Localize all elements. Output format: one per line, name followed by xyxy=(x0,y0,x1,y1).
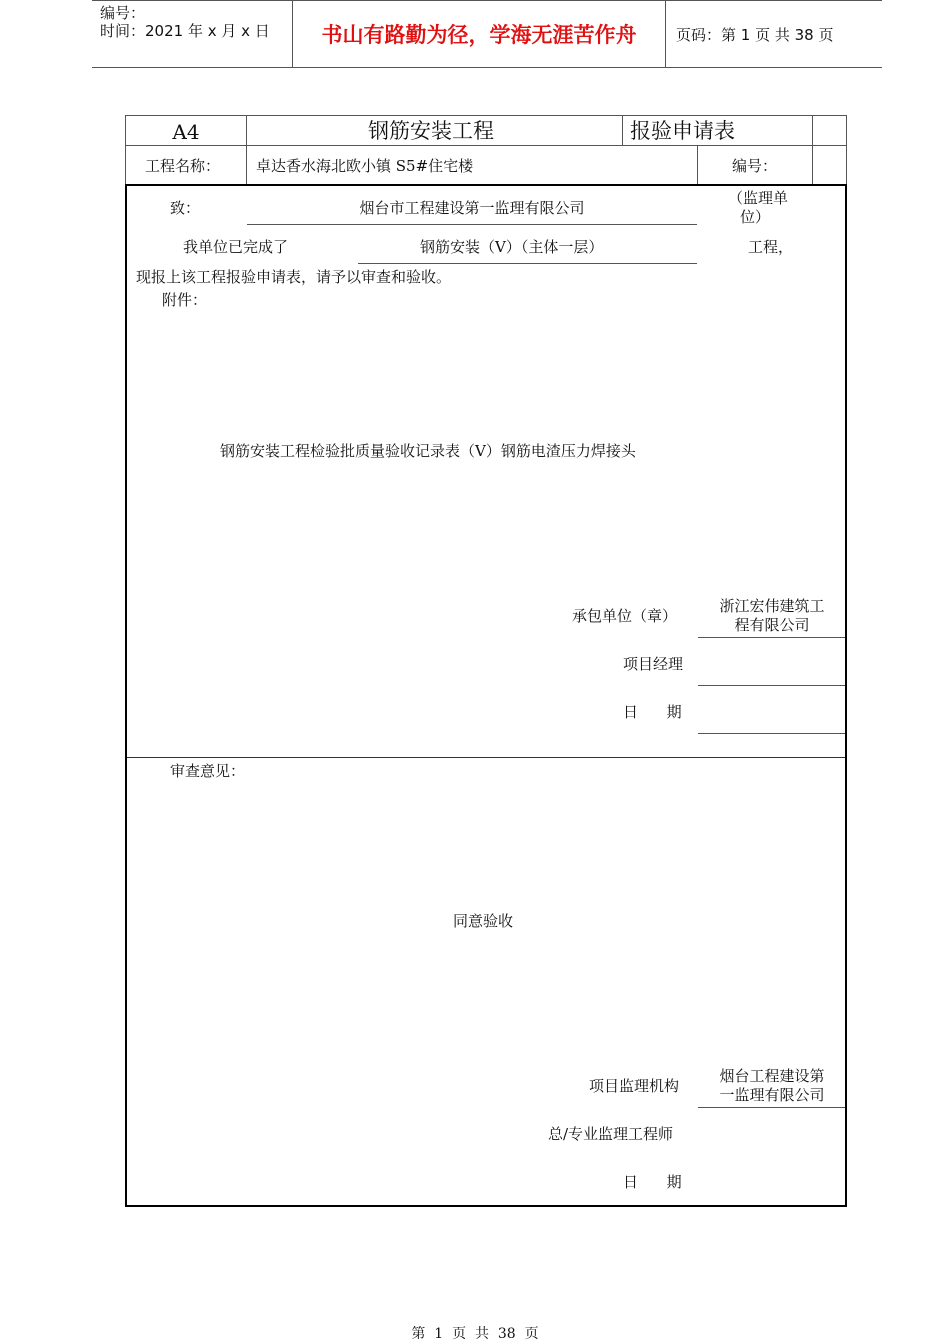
review-date-label: 日 期 xyxy=(623,1173,682,1191)
title-row-top-border xyxy=(125,115,846,116)
to-label: 致： xyxy=(170,199,201,217)
form-title: 钢筋安装工程 xyxy=(368,119,494,143)
form-number-label: 编号： xyxy=(732,157,778,175)
attachment-description: 钢筋安装工程检验批质量验收记录表（Ⅴ）钢筋电渣压力焊接头 xyxy=(220,442,636,460)
box-left-border xyxy=(125,184,127,1207)
title-divider-c xyxy=(812,115,813,185)
header-slogan: 书山有路勤为径，学海无涯苦作舟 xyxy=(321,23,637,47)
request-text: 现报上该工程报验申请表，请予以审查和验收。 xyxy=(136,268,452,286)
supervision-org-line1: 烟台工程建设第 xyxy=(719,1067,825,1085)
section-divider xyxy=(127,757,845,758)
review-opinion-label: 审查意见： xyxy=(170,762,246,780)
attachment-label: 附件： xyxy=(162,291,208,309)
contractor-label: 承包单位（章） xyxy=(572,607,678,625)
completed-suffix: 工程， xyxy=(748,238,794,256)
box-top-border xyxy=(125,184,847,186)
contractor-date-underline xyxy=(698,733,845,734)
form-type: 报验申请表 xyxy=(630,119,735,143)
title-divider-b xyxy=(622,115,623,145)
manager-underline xyxy=(698,685,845,686)
header-bottom-border xyxy=(92,67,882,68)
to-suffix-line1: （监理单 xyxy=(728,189,789,207)
completed-underline xyxy=(358,263,697,264)
completed-work: 钢筋安装（Ⅴ）（主体一层） xyxy=(420,238,604,256)
title-right-border xyxy=(846,115,847,185)
document-time: 时间：2021 年 x 月 x 日 xyxy=(100,22,270,40)
footer-page-number: 第 1 页 共 38 页 xyxy=(411,1326,539,1342)
project-manager-label: 项目经理 xyxy=(623,655,684,673)
form-code: A4 xyxy=(172,120,200,144)
supervision-org-underline xyxy=(698,1107,845,1108)
box-bottom-border xyxy=(125,1205,847,1207)
contractor-underline xyxy=(698,637,845,638)
to-underline xyxy=(247,224,697,225)
title-divider-a xyxy=(246,115,247,185)
supervision-org-label: 项目监理机构 xyxy=(589,1077,680,1095)
document-number-label: 编号： xyxy=(100,4,146,22)
contractor-date-label: 日 期 xyxy=(623,703,682,721)
header-page-number: 页码：第 1 页 共 38 页 xyxy=(676,26,834,44)
title-row-bottom-border xyxy=(125,145,846,146)
box-right-border xyxy=(845,184,847,1207)
supervision-engineer-label: 总/专业监理工程师 xyxy=(548,1125,674,1143)
to-suffix-line2: 位） xyxy=(740,208,771,226)
contractor-name-line2: 程有限公司 xyxy=(734,616,810,634)
supervisor-company: 烟台市工程建设第一监理有限公司 xyxy=(359,199,585,217)
project-name-label: 工程名称： xyxy=(145,157,221,175)
supervision-org-line2: 一监理有限公司 xyxy=(719,1086,825,1104)
project-name-value: 卓达香水海北欧小镇 S5#住宅楼 xyxy=(256,157,474,175)
header-top-border xyxy=(92,0,882,1)
completed-label: 我单位已完成了 xyxy=(183,238,289,256)
contractor-name-line1: 浙江宏伟建筑工 xyxy=(719,597,825,615)
review-opinion-value: 同意验收 xyxy=(453,912,514,930)
header-divider-2 xyxy=(665,0,666,67)
project-row-divider xyxy=(697,145,698,185)
